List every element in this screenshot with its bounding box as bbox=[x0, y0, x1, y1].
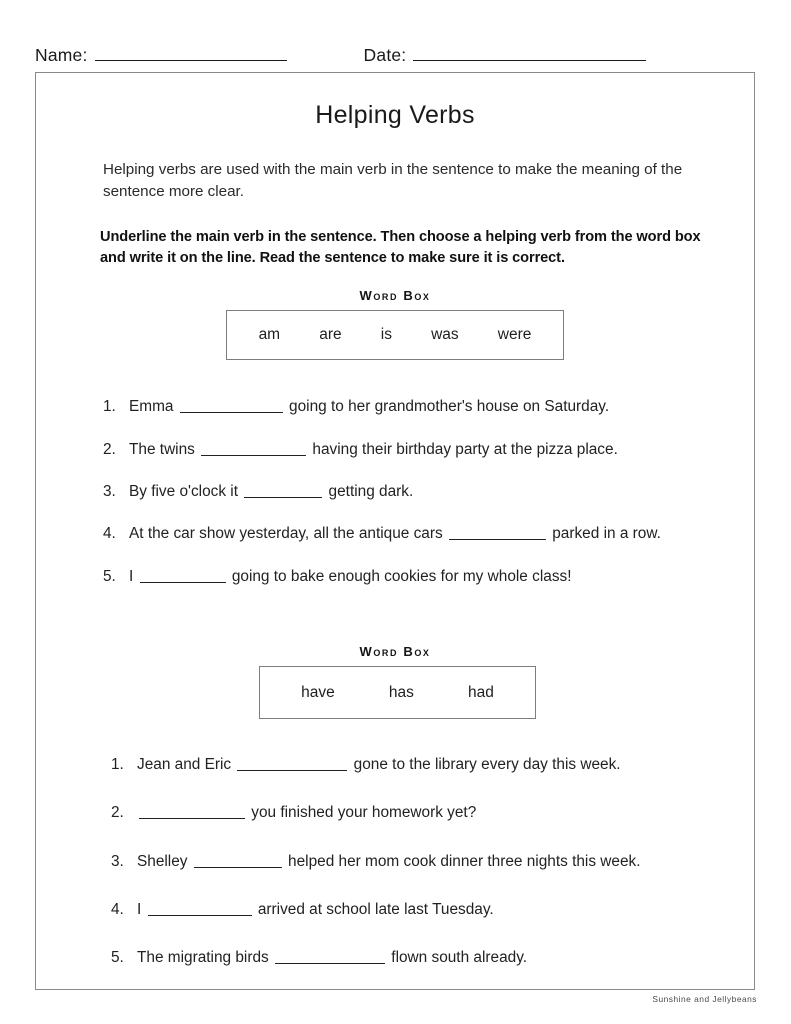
question-text bbox=[137, 803, 754, 823]
word-box-2-caption: Word Box bbox=[359, 644, 431, 660]
question-text-after: going to bake enough cookies for my whole class! bbox=[227, 567, 572, 585]
question-text-after: gone to the library every day this week. bbox=[349, 756, 621, 774]
date-write-line[interactable] bbox=[413, 45, 646, 61]
question-item bbox=[103, 524, 754, 544]
question-number: 3. bbox=[103, 483, 116, 501]
question-text bbox=[137, 755, 754, 775]
question-text-after: parked in a row. bbox=[547, 525, 661, 543]
question-text bbox=[129, 482, 754, 502]
question-text-before: I bbox=[137, 901, 146, 919]
word-box-1-word: are bbox=[319, 326, 342, 344]
word-box-1-word: am bbox=[258, 326, 281, 344]
question-item bbox=[111, 803, 754, 823]
name-label: Name: bbox=[35, 45, 88, 65]
question-list-2 bbox=[36, 719, 754, 969]
question-text-after: you finished your homework yet? bbox=[247, 804, 477, 822]
date-label: Date: bbox=[363, 45, 407, 65]
word-box-1-word: is bbox=[380, 326, 392, 344]
question-item bbox=[103, 397, 754, 417]
question-text bbox=[129, 397, 754, 417]
worksheet-sheet bbox=[35, 72, 755, 990]
word-box-1-block bbox=[36, 269, 754, 360]
question-text-after: getting dark. bbox=[324, 483, 414, 501]
question-text bbox=[137, 852, 754, 872]
answer-blank[interactable] bbox=[180, 412, 283, 413]
answer-blank[interactable] bbox=[244, 497, 322, 498]
footer-credit: Sunshine and Jellybeans bbox=[652, 994, 757, 1004]
word-box-2-word: had bbox=[468, 683, 494, 701]
name-field-group bbox=[35, 45, 287, 66]
page-title: Helping Verbs bbox=[315, 101, 475, 129]
question-text bbox=[129, 440, 754, 460]
question-item bbox=[103, 482, 754, 502]
question-item bbox=[111, 948, 754, 968]
answer-blank[interactable] bbox=[140, 582, 226, 583]
question-text-before: The twins bbox=[129, 440, 200, 458]
word-box-1 bbox=[226, 310, 564, 360]
word-box-2-word: have bbox=[301, 683, 335, 701]
answer-blank[interactable] bbox=[275, 963, 385, 964]
date-field-group bbox=[364, 45, 647, 66]
name-write-line[interactable] bbox=[95, 45, 287, 61]
question-text-before: The migrating birds bbox=[137, 949, 274, 967]
question-text-before: By five o'clock it bbox=[129, 483, 243, 501]
question-text-before: I bbox=[129, 567, 138, 585]
question-text-after: arrived at school late last Tuesday. bbox=[253, 901, 494, 919]
intro-paragraph: Helping verbs are used with the main verb in the sentence to make the meaning of the sentence more clear. bbox=[103, 161, 683, 200]
question-item bbox=[103, 567, 754, 587]
question-text bbox=[137, 900, 754, 920]
question-number: 3. bbox=[111, 852, 124, 870]
word-box-1-word: was bbox=[431, 326, 459, 344]
question-number: 1. bbox=[111, 756, 124, 774]
question-text bbox=[129, 567, 754, 587]
word-box-1-caption: Word Box bbox=[359, 288, 431, 304]
answer-blank[interactable] bbox=[139, 818, 245, 819]
question-list-1 bbox=[36, 360, 754, 587]
question-text-after: helped her mom cook dinner three nights this week. bbox=[283, 852, 641, 870]
answer-blank[interactable] bbox=[201, 455, 306, 456]
question-item bbox=[103, 440, 754, 460]
question-text-after: flown south already. bbox=[387, 949, 528, 967]
question-number: 4. bbox=[103, 525, 116, 543]
answer-blank[interactable] bbox=[194, 867, 282, 868]
question-number: 2. bbox=[103, 440, 116, 458]
question-number: 5. bbox=[111, 949, 124, 967]
question-text bbox=[137, 948, 754, 968]
question-text-after: going to her grandmother's house on Saturday. bbox=[284, 398, 610, 416]
word-box-2-word: has bbox=[388, 683, 414, 701]
question-item bbox=[111, 900, 754, 920]
name-date-header bbox=[35, 38, 757, 66]
word-box-1-word: were bbox=[497, 326, 532, 344]
answer-blank[interactable] bbox=[237, 770, 347, 771]
question-item bbox=[111, 755, 754, 775]
answer-blank[interactable] bbox=[148, 915, 252, 916]
question-text-before: Emma bbox=[129, 398, 178, 416]
question-number: 1. bbox=[103, 398, 116, 416]
word-box-2 bbox=[259, 666, 536, 719]
question-item bbox=[111, 852, 754, 872]
instructions-paragraph: Underline the main verb in the sentence. Then choose a helping verb from the word box and write it on the line. Read the sentence to make sure it is correct. bbox=[100, 229, 701, 267]
question-text-before: At the car show yesterday, all the antique cars bbox=[129, 525, 447, 543]
question-text-before: Shelley bbox=[137, 852, 192, 870]
question-text bbox=[129, 524, 754, 544]
answer-blank[interactable] bbox=[449, 539, 546, 540]
question-text-after: having their birthday party at the pizza place. bbox=[308, 440, 618, 458]
question-number: 5. bbox=[103, 567, 116, 585]
question-text-before: Jean and Eric bbox=[137, 756, 236, 774]
question-number: 2. bbox=[111, 804, 124, 822]
question-number: 4. bbox=[111, 901, 124, 919]
word-box-2-block bbox=[36, 587, 754, 719]
